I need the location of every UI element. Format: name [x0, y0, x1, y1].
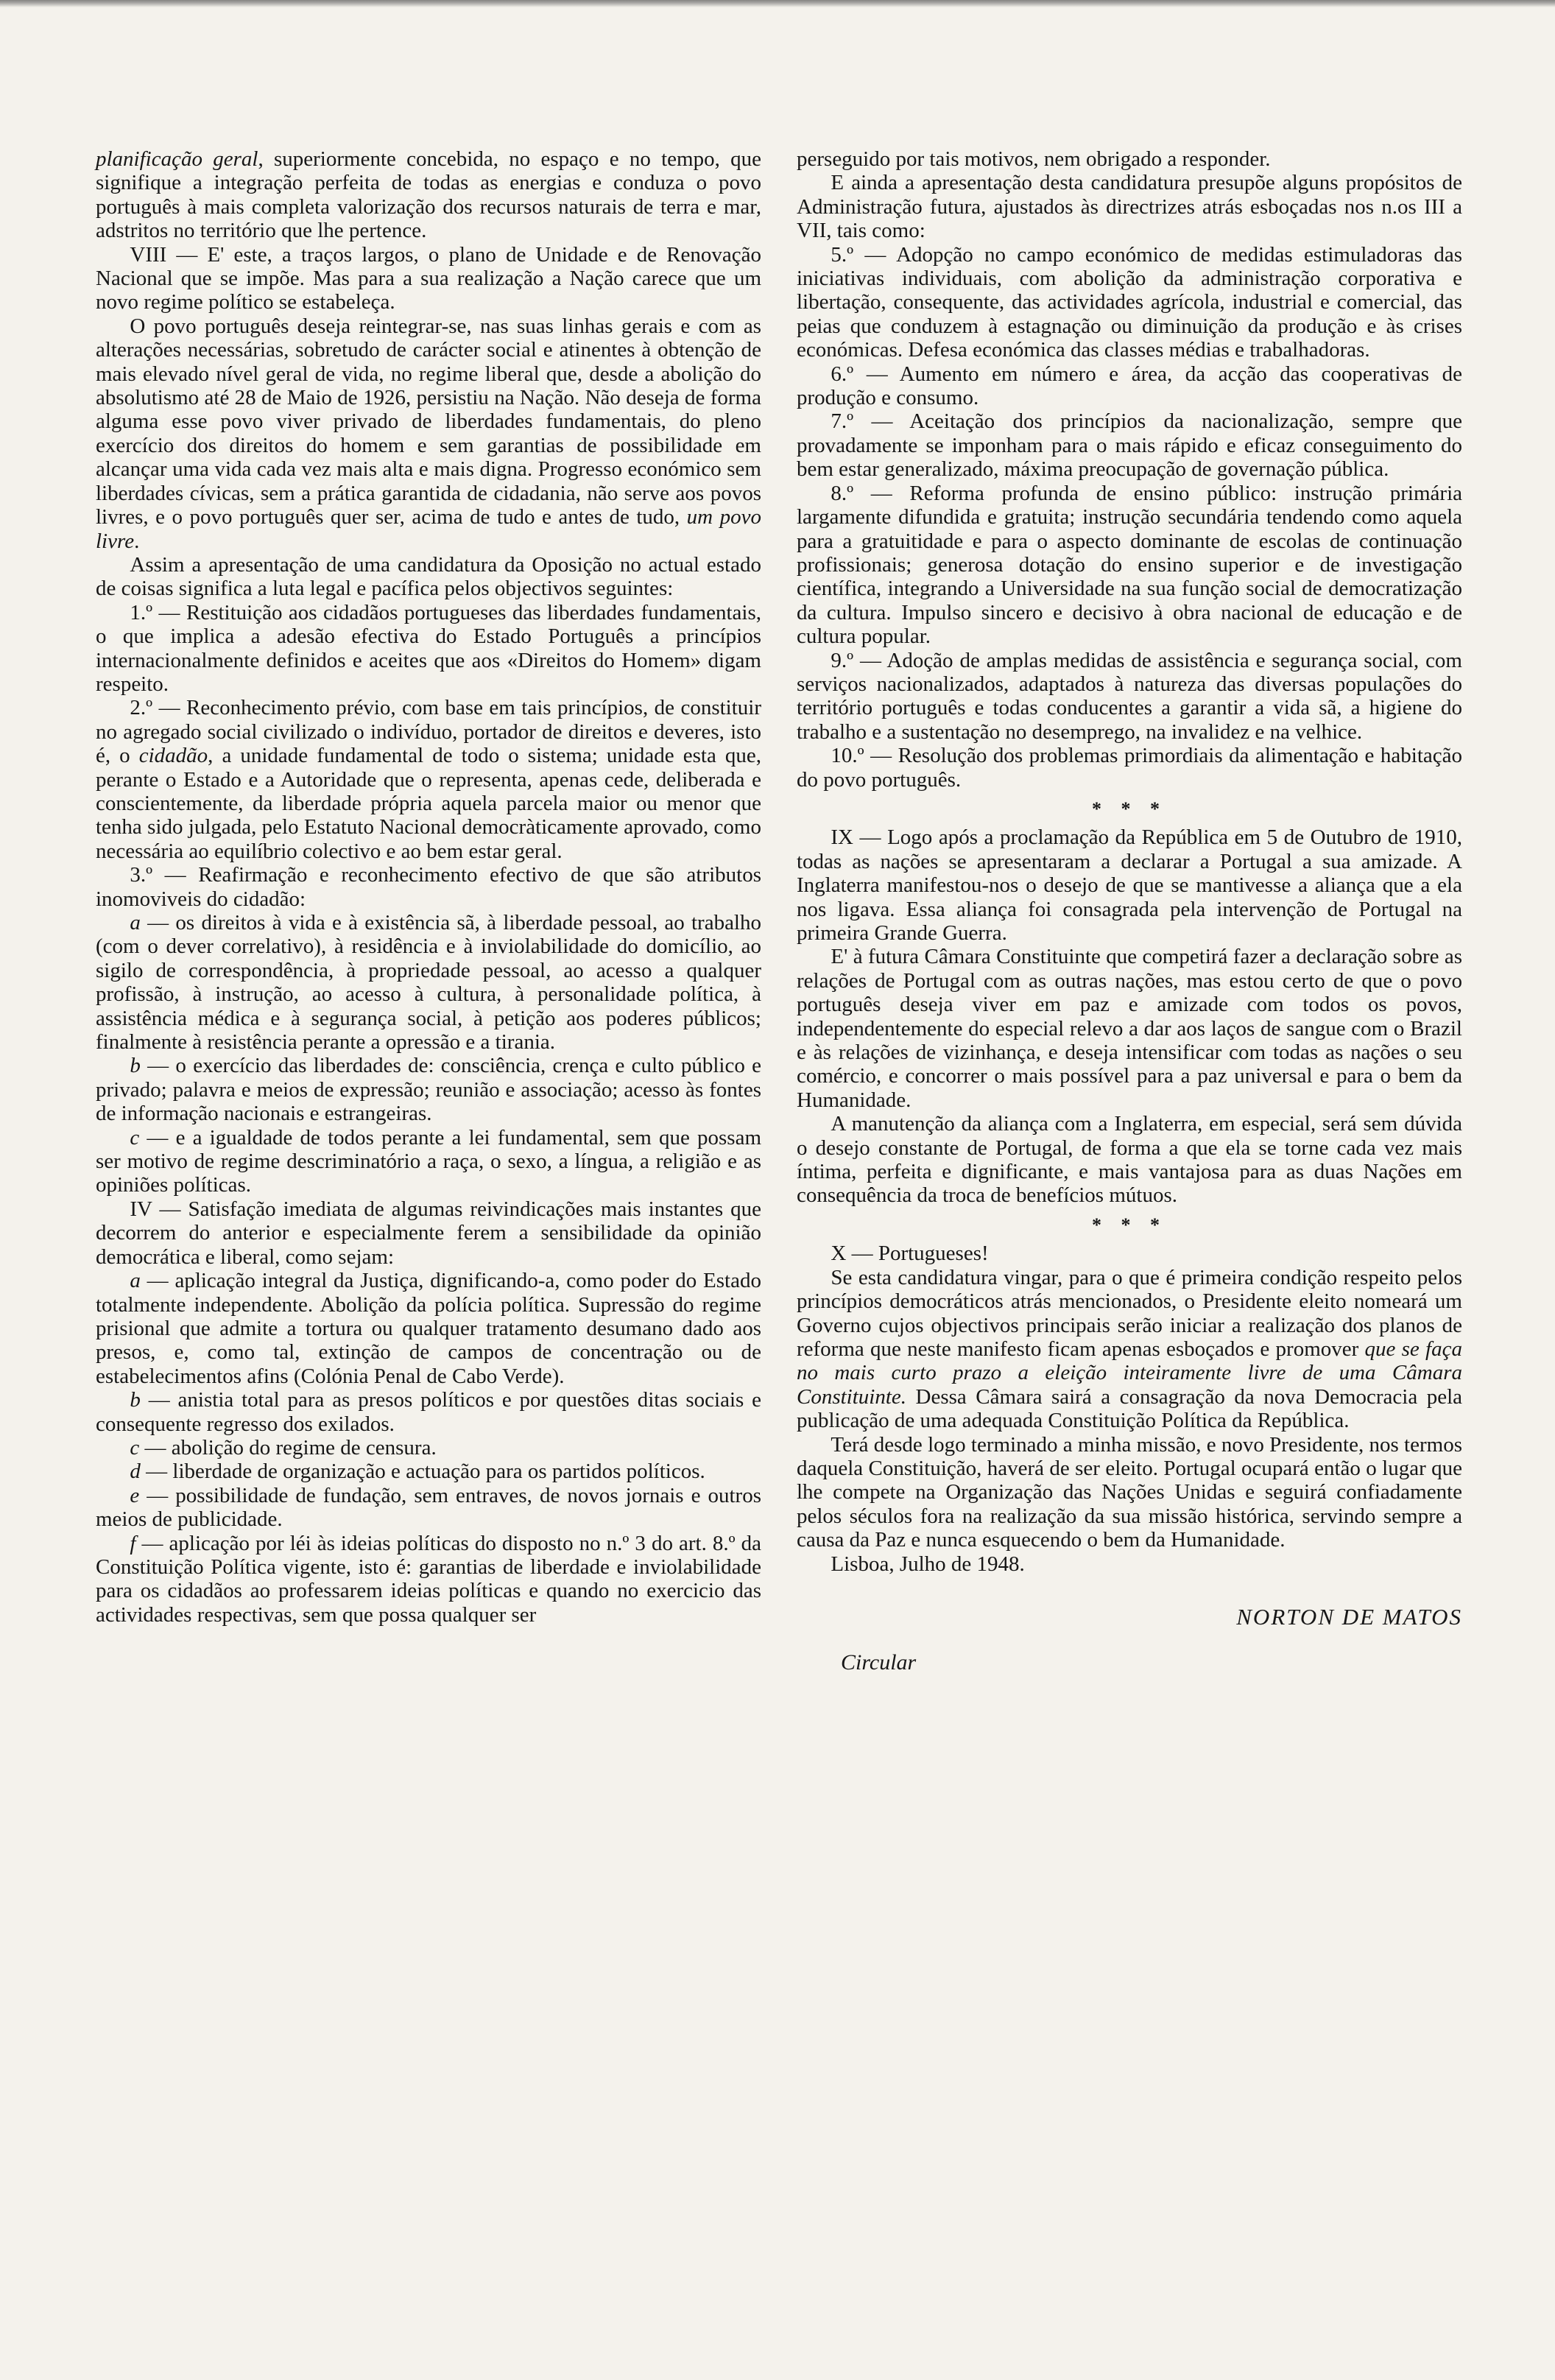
paragraph: E ainda a apresentação desta candidatura presupõe alguns propósitos de Administração futura, ajustados às directrizes atrás esboçadas nos n.os III a VII, tais como:	[797, 171, 1462, 243]
paragraph: Assim a apresentação de uma candidatura da Oposição no actual estado de coisas significa a luta legal e pacífica pelos objectivos seguintes:	[96, 552, 761, 601]
paragraph	[96, 911, 761, 1054]
paragraph	[96, 1126, 761, 1197]
text-run: — e a igualdade de todos perante a lei fundamental, sem que possam ser motivo de regime descriminatório a raça, o sexo, a língua, a religião e as opiniões políticas.	[96, 1125, 761, 1197]
italic-text: b	[130, 1388, 141, 1412]
paragraph: 1.º — Restituição aos cidadãos portugueses das liberdades fundamentais, o que implica a adesão efectiva do Estado Português a princípios internacionalmente definidos e aceites que aos «Direitos do Homem» digam respeito.	[96, 600, 761, 696]
place-date: Lisboa, Julho de 1948.	[831, 1552, 1025, 1576]
italic-text: c	[130, 1125, 140, 1149]
text-run: .	[134, 529, 140, 553]
paragraph: 8.º — Reforma profunda de ensino público: instrução primária largamente difundida e gratuita; instrução secundária tendendo como aquela para a gratuitidade e para o aspecto dominante de escolas de continuação profissionais; generosa dotação do ensino superior e de investigação científica, integrando a Universidade na sua função social de democratização da cultura. Impulso sincero e decisivo à obra nacional de educação e de cultura popular.	[797, 481, 1462, 649]
italic-text: a	[130, 1269, 141, 1293]
italic-text: c	[130, 1435, 140, 1460]
text-run: — abolição do regime de censura.	[139, 1435, 437, 1460]
text-run: O povo português deseja reintegrar-se, nas suas linhas gerais e com as alterações necessárias, sobretudo de carácter social e atinentes à obtenção de mais elevado nível geral de vida, no regime liberal que, desde a abolição do absolutismo até 28 de Maio de 1926, persistiu na Nação. Não deseja de forma alguma esse povo viver privado de liberdades fundamentais, do pleno exercício dos direitos do homem e sem garantias de possibilidade em alcançar uma vida cada vez mais alta e mais digna. Progresso económico sem liberdades cívicas, sem a prática garantida de cidadania, não serve aos povos livres, e o povo português quer ser, acima de tudo e antes de tudo,	[96, 314, 761, 529]
text-run: — liberdade de organização e actuação para os partidos políticos.	[140, 1460, 705, 1484]
paragraph	[96, 147, 761, 243]
paragraph	[96, 696, 761, 863]
paragraph: A manutenção da aliança com a Inglaterra, em especial, será sem dúvida o desejo constante de Portugal, de forma a que ela se torne cada vez mais íntima, perfeita e dignificante, e mais vantajosa para as duas Nações em consequência da troca de benefícios mútuos.	[797, 1112, 1462, 1208]
paragraph: X — Portugueses!	[831, 1242, 989, 1266]
text-run: Dessa Câmara sairá a consagração da nova Democracia pela publicação de uma adequada Constituição Política da República.	[797, 1384, 1462, 1433]
paragraph	[96, 1484, 761, 1532]
right-column	[797, 147, 1462, 1675]
italic-text: b	[130, 1054, 141, 1078]
italic-text: cidadão	[138, 744, 208, 768]
paragraph: 6.º — Aumento em número e área, da acção das cooperativas de produção e consumo.	[797, 362, 1462, 410]
text-run: — o exercício das liberdades de: consciência, crença e culto público e privado; palavra e meios de expressão; reunião e associação; acesso às fontes de informação nacionais e estrangeiras.	[96, 1054, 761, 1126]
section-separator: * * *	[1092, 1214, 1167, 1236]
paragraph: 7.º — Aceitação dos princípios da nacionalização, sempre que provadamente se imponham para o mais rápido e eficaz conseguimento do bem estar generalizado, máxima preocupação de governação pública.	[797, 409, 1462, 482]
paragraph: IX — Logo após a proclamação da República em 5 de Outubro de 1910, todas as nações se apresentaram a declarar a Portugal a sua amizade. A Inglaterra manifestou-nos o desejo de que se mantivesse a aliança que a ela nos ligava. Essa aliança foi consagrada pela intervenção de Portugal na primeira Grande Guerra.	[797, 825, 1462, 945]
italic-text: a	[130, 911, 141, 934]
text-run: — anistia total para as presos políticos e por questões ditas sociais e consequente regresso dos exilados.	[96, 1388, 761, 1436]
text-run: — os direitos à vida e à existência sã, à liberdade pessoal, ao trabalho (com o dever correlativo), à residência e à inviolabilidade do domicílio, ao sigilo de correspondência, à propriedade pessoal, ao acesso a qualquer profissão, à instrução, ao acesso à cultura, à personalidade política, à assistência médica e à segurança social, à petição aos poderes públicos; finalmente à resistência perante a opressão e a tirania.	[96, 911, 761, 1055]
paragraph: perseguido por tais motivos, nem obrigado a responder.	[797, 147, 1271, 171]
text-run: , a unidade fundamental de todo o sistema; unidade esta que, perante o Estado e a Autoridade que o representa, apenas cede, deliberada e conscientemente, da liberdade própria aquela parcela maior ou menor que tenha sido julgada, pelo Estatuto Nacional democràticamente aprovado, como necessária ao equilíbrio colectivo e ao bem estar geral.	[96, 744, 761, 863]
left-column	[96, 147, 761, 1627]
italic-text: f	[130, 1531, 136, 1555]
paragraph: VIII — E' este, a traços largos, o plano de Unidade e de Renovação Nacional que se impõe. Mas para a sua realização a Nação carece que um novo regime político se estabeleça.	[96, 242, 761, 314]
paragraph	[96, 1532, 761, 1627]
text-run: — aplicação por léi às ideias políticas do disposto no n.º 3 do art. 8.º da Constituição Política vigente, isto é: garantias de liberdade e inviolabilidade para os cidadãos ao professarem ideias políticas e quando no exercicio das actividades respectivas, sem que possa qualquer ser	[96, 1531, 761, 1627]
paragraph	[96, 1388, 761, 1436]
italic-text: planificação geral	[96, 147, 258, 171]
paragraph	[96, 314, 761, 553]
text-run: , superiormente concebida, no espaço e no tempo, que signifique a integração perfeita de todas as energias e conduza o povo português à mais completa valorização dos recursos naturais de terra e mar, adstritos no território que lhe pertence.	[96, 147, 762, 243]
paragraph: E' à futura Câmara Constituinte que competirá fazer a declaração sobre as relações de Portugal com as outras nações, mas estou certo de que o povo português deseja viver em paz e amizade com todos os povos, independentemente do especial relevo a dar aos laços de sangue com o Brazil e às relações de vizinhança, e deseja intensificar com todas as nações o seu comércio, e concorrer o mais possível para a paz universal e para o bem da Humanidade.	[797, 945, 1462, 1112]
section-separator: * * *	[1092, 798, 1167, 820]
paragraph: 9.º — Adoção de amplas medidas de assistência e segurança social, com serviços nacionalizados, adaptados à natureza das diversas populações do território português e todas conducentes a garantir a vida sã, a higiene do trabalho e a sustentação no desemprego, na invalidez e na velhice.	[797, 648, 1462, 744]
scan-edge-shadow	[0, 0, 1555, 7]
italic-text: um povo livre	[96, 505, 761, 553]
paragraph: IV — Satisfação imediata de algumas reivindicações mais instantes que decorrem do anterior e especialmente ferem a sensibilidade da opinião democrática e liberal, como sejam:	[96, 1197, 761, 1269]
text-run: Se esta candidatura vingar, para o que é primeira condição respeito pelos princípios democráticos atrás mencionados, o Presidente eleito nomeará um Governo cujos objectivos principais serão iniciar a realização dos planos de reforma que neste manifesto ficam apenas esboçados e promover	[797, 1265, 1462, 1361]
italic-text: que se faça no mais curto prazo a eleição inteiramente livre de uma Câmara Constituinte.	[797, 1337, 1462, 1409]
paragraph: Terá desde logo terminado a minha missão, e novo Presidente, nos termos daquela Constituição, haverá de ser eleito. Portugal ocupará então o lugar que lhe compete na Organização das Nações Unidas e seguirá confiadamente pelos séculos fora na realização da sua missão histórica, servindo sempre a causa da Paz e nunca esquecendo o bem da Humanidade.	[797, 1432, 1462, 1552]
footer-circular: Circular	[841, 1650, 917, 1675]
paragraph: 10.º — Resolução dos problemas primordiais da alimentação e habitação do povo português.	[797, 744, 1462, 792]
paragraph: 5.º — Adopção no campo económico de medidas estimuladoras das iniciativas individuais, com abolição da administração corporativa e libertação, consequente, das actividades agrícola, industrial e comercial, das peias que conduzem à estagnação ou diminuição da produção e às crises económicas. Defesa económica das classes médias e trabalhadoras.	[797, 242, 1462, 362]
signature: NORTON DE MATOS	[1236, 1603, 1462, 1630]
right-column-body	[797, 147, 1462, 1552]
paragraph	[96, 1054, 761, 1125]
paragraph	[797, 1266, 1462, 1433]
italic-text: e	[130, 1483, 140, 1507]
text-run: 2.º — Reconhecimento prévio, com base em tais princípios, de constituir no agregado social civilizado o indivíduo, portador de direitos e deveres, isto é, o	[96, 696, 761, 768]
paragraph	[96, 1269, 761, 1388]
paragraph: 3.º — Reafirmação e reconhecimento efectivo de que são atributos inomoviveis do cidadão:	[96, 863, 761, 911]
paragraph	[96, 1436, 761, 1460]
paragraph	[96, 1460, 761, 1483]
text-run: — possibilidade de fundação, sem entraves, de novos jornais e outros meios de publicidade.	[96, 1483, 761, 1532]
italic-text: d	[130, 1460, 141, 1484]
text-run: — aplicação integral da Justiça, dignificando-a, como poder do Estado totalmente independente. Abolição da polícia política. Supressão do regime prisional que admite a tortura ou qualquer tratamento desumano dado aos presos, e, como tal, extinção de campos de concentração ou de estabelecimentos afins (Colónia Penal de Cabo Verde).	[96, 1269, 761, 1388]
